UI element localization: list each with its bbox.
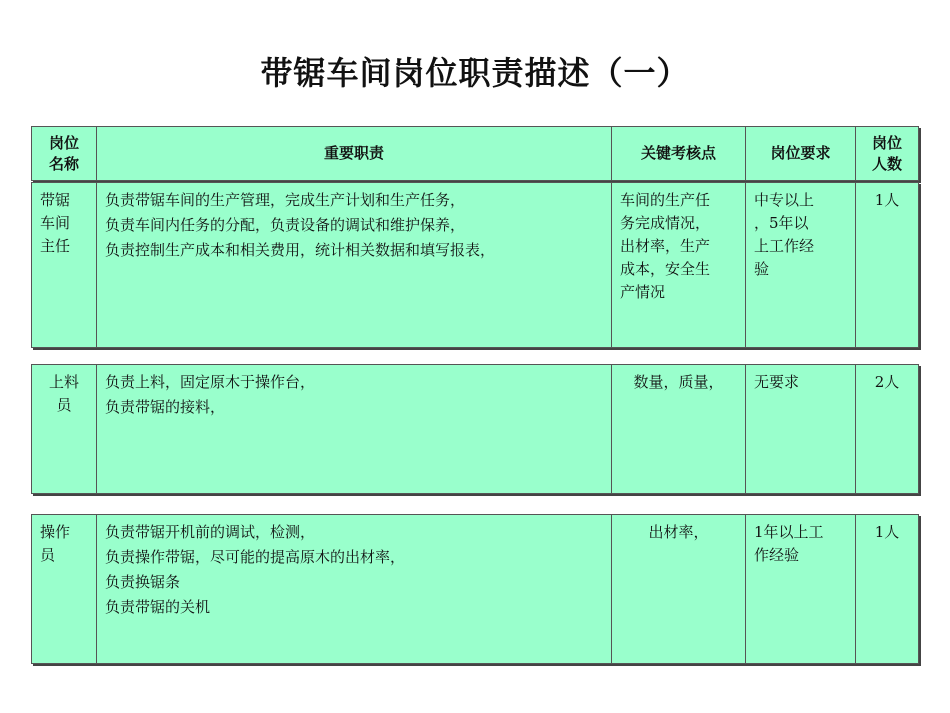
requirements: 1年以上工 作经验 — [745, 515, 855, 663]
kpi: 数量，质量， — [611, 365, 745, 493]
duties: 负责上料，固定原木于操作台， 负责带锯的接料， — [96, 365, 611, 493]
header-requirements: 岗位要求 — [745, 127, 855, 180]
position-name: 带锯 车间 主任 — [40, 191, 71, 255]
kpi: 车间的生产任 务完成情况， 出材率，生产 成本，安全生 产情况 — [611, 183, 745, 347]
headcount: 1人 — [855, 515, 918, 663]
duties: 负责带锯车间的生产管理，完成生产计划和生产任务， 负责车间内任务的分配，负责设备的调试和维护保养， 负责控制生产成本和相关费用，统计相关数据和填写报表， — [96, 183, 611, 347]
table-row — [31, 514, 919, 664]
table-row — [31, 364, 919, 494]
kpi: 出材率， — [611, 515, 745, 663]
position-name: 操作 员 — [40, 523, 71, 564]
table-header — [31, 126, 919, 181]
requirements: 中专以上 ，5年以 上工作经 验 — [745, 183, 855, 347]
headcount: 1人 — [855, 183, 918, 347]
header-headcount: 岗位 人数 — [855, 127, 918, 180]
header-position-name: 岗位 名称 — [48, 133, 79, 173]
position-name: 上料 员 — [48, 373, 79, 414]
requirements: 无要求 — [745, 365, 855, 493]
table-row — [31, 182, 919, 348]
header-kpi: 关键考核点 — [611, 127, 745, 180]
headcount: 2人 — [855, 365, 918, 493]
duties: 负责带锯开机前的调试，检测， 负责操作带锯，尽可能的提高原木的出材率， 负责换锯条 负责带锯的关机 — [96, 515, 611, 663]
header-duties: 重要职责 — [96, 127, 611, 180]
page-title: 带锯车间岗位职责描述（一） — [260, 54, 690, 92]
